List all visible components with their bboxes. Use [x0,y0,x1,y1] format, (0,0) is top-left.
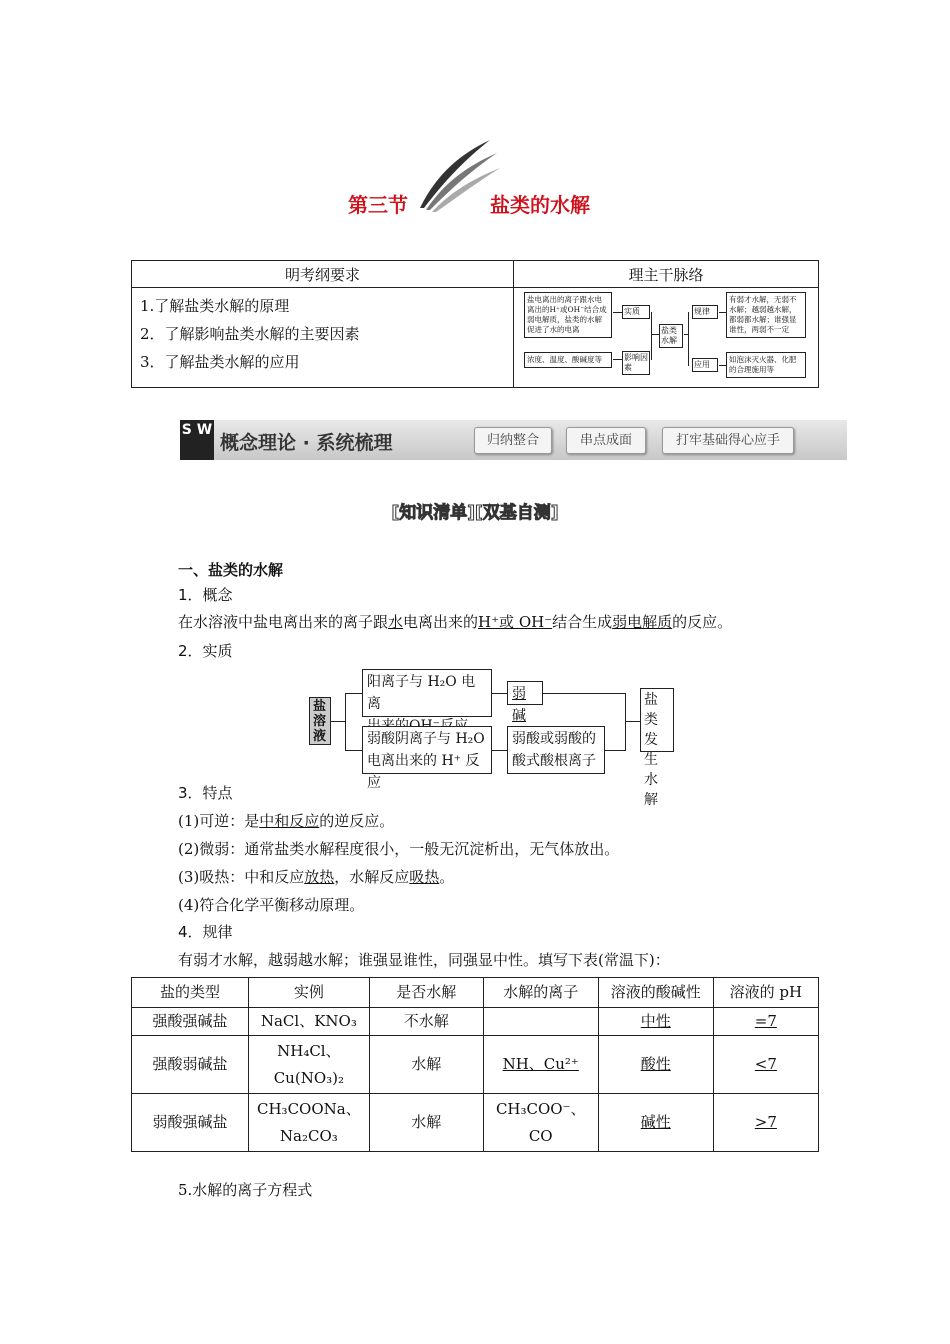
flow-arrow [345,693,362,694]
concept-text: 在水溶液中盐电离出来的离子跟水电离出来的H⁺或 OH⁻结合生成弱电解质的反应。 [178,613,733,631]
req-header-right: 理主干脉络 [514,261,819,288]
flow-arrow [625,721,640,722]
map-connector [688,312,689,366]
map-apply-text: 如泡沫灭火器、化肥的合理施用等 [726,352,806,378]
section-banner [180,420,847,460]
banner-title: 概念理论 · 系统梳理 [220,432,393,454]
flow-connector [345,693,346,750]
table-header-row [132,978,819,1008]
features-heading: 3．特点 [178,784,233,802]
flow-top-box: 阳离子与 H₂O 电离 [362,669,492,717]
flow-arrow [492,750,507,751]
flow-arrow [492,693,507,694]
requirements-table [131,260,819,388]
map-center: 盐类水解 [659,324,683,348]
map-connector [651,312,652,360]
table-row: 强酸强碱盐 NaCl、KNO₃ 不水解 中性 =7 [132,1008,819,1036]
flow-connector [543,693,625,694]
flow-result: 盐类发生水解 [640,688,674,752]
essence-heading: 2．实质 [178,642,233,660]
table-row: 强酸弱碱盐 NH₄Cl、Cu(NO₃)₂ 水解 NH、Cu²⁺ 酸性 <7 [132,1036,819,1094]
chapter-number: 第三节 [348,193,408,217]
concept-map [514,288,819,388]
map-factors: 影响因素 [622,351,650,375]
feature-equilibrium: (4)符合化学平衡移动原理。 [178,896,365,914]
flow-weak-base: 弱碱 [507,681,543,705]
table-row: 弱酸强碱盐 CH₃COONa、Na₂CO₃ 水解 CH₃COO⁻、CO 碱性 >7 [132,1094,819,1152]
section-tag: [知识清单][双基自测] [391,503,559,523]
chapter-name: 盐类的水解 [490,193,590,217]
swoosh-decoration [412,138,502,213]
req-header-left: 明考纲要求 [132,261,514,288]
table-header: 水解的离子 [483,978,598,1008]
section-5-heading: 5.水解的离子方程式 [178,1181,313,1199]
rules-heading: 4．规律 [178,923,233,941]
flow-bottom-box: 弱酸阴离子与 H₂O 电离出来的 H⁺ 反应 [362,726,492,774]
chapter-title [0,183,950,223]
map-box-factors: 浓度、温度、酸碱度等 [524,352,612,368]
banner-button-foundation[interactable]: 打牢基础得心应手 [662,427,794,454]
map-apply: 应用 [692,358,718,372]
banner-logo: S W [180,420,214,460]
banner-button-connect[interactable]: 串点成面 [566,427,646,454]
table-header: 是否水解 [369,978,483,1008]
map-connector [651,334,659,335]
table-header: 盐的类型 [132,978,249,1008]
table-header: 实例 [249,978,370,1008]
feature-reversible: (1)可逆：是中和反应的逆反应。 [178,812,395,830]
table-header: 溶液的酸碱性 [598,978,713,1008]
map-rule-text: 有弱才水解，无弱不水解；越弱越水解，都弱都水解；谁强显谁性，两弱不一定 [726,292,806,338]
rules-intro: 有弱才水解，越弱越水解；谁强显谁性，同强显中性。填写下表(常温下)： [178,951,670,969]
section-heading: 一、盐类的水解 [178,561,284,579]
map-connector [613,312,622,313]
map-essence: 实质 [622,305,650,319]
banner-button-summary[interactable]: 归纳整合 [474,427,552,454]
table-header: 溶液的 pH [713,978,818,1008]
flow-arrow [345,750,362,751]
flow-connector [605,750,625,751]
feature-endothermic: (3)吸热：中和反应放热，水解反应吸热。 [178,868,455,886]
hydrolysis-rule-table [131,977,819,1152]
map-connector [613,359,622,360]
concept-heading: 1．概念 [178,586,233,604]
map-box-definition: 盐电离出的离子跟水电离出的H⁺或OH⁻结合成弱电解质，盐类的水解促进了水的电离 [524,292,612,338]
req-item: 2．了解影响盐类水解的主要因素 [140,325,360,343]
map-connector [719,312,726,313]
req-list [132,288,514,388]
map-connector [719,365,726,366]
flow-connector [331,721,345,722]
req-item: 3．了解盐类水解的应用 [140,353,300,371]
flow-salt-solution: 盐溶液 [309,697,331,745]
flow-weak-acid: 弱酸或弱酸的 酸式酸根离子 [507,726,605,774]
req-item: 1.了解盐类水解的原理 [140,297,290,315]
map-rule: 规律 [692,305,718,319]
flow-connector [625,693,626,751]
feature-weak: (2)微弱：通常盐类水解程度很小，一般无沉淀析出，无气体放出。 [178,840,620,858]
